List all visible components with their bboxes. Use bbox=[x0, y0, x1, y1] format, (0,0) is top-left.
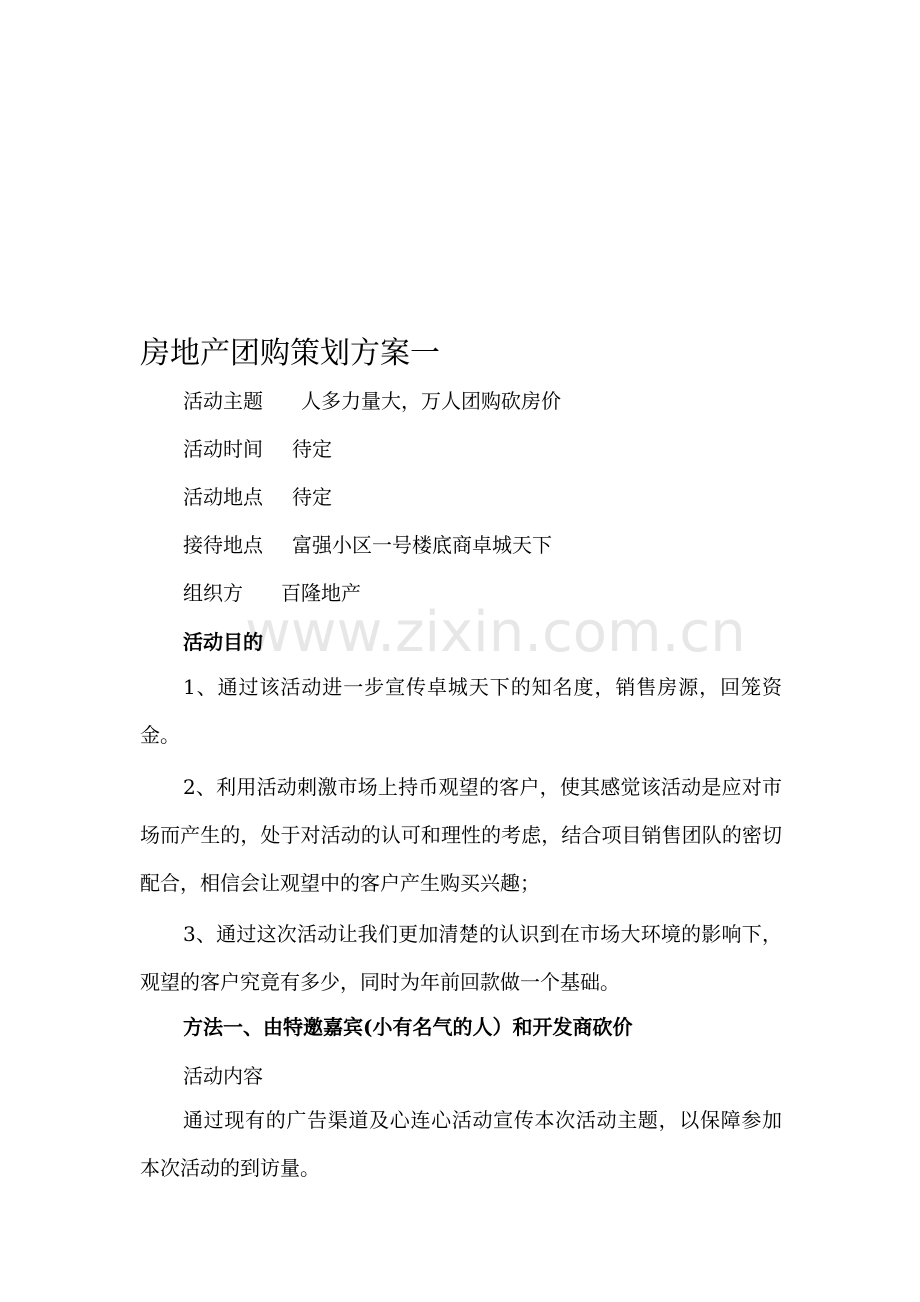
info-label: 组织方 bbox=[183, 581, 243, 605]
info-row-organizer bbox=[183, 579, 361, 607]
info-value: 待定 bbox=[292, 437, 332, 461]
purpose-item-2: 2、利用活动刺激市场上持币观望的客户，使其感觉该活动是应对市场而产生的，处于对活动的认可和理性的考虑，结合项目销售团队的密切配合，相信会让观望中的客户产生购买兴趣； bbox=[140, 775, 782, 895]
info-value: 人多力量大，万人团购砍房价 bbox=[301, 389, 561, 413]
info-row-reception bbox=[183, 531, 552, 559]
info-label: 活动地点 bbox=[183, 485, 263, 509]
purpose-heading: 活动目的 bbox=[183, 630, 263, 654]
info-row-time bbox=[183, 435, 332, 463]
info-value: 待定 bbox=[292, 485, 332, 509]
purpose-item-3: 3、通过这次活动让我们更加清楚的认识到在市场大环境的影响下，观望的客户究竟有多少，同时为年前回款做一个基础。 bbox=[140, 922, 782, 994]
watermark-text: www.zixin.com.cn bbox=[245, 600, 746, 665]
info-label: 活动主题 bbox=[183, 389, 263, 413]
info-row-theme bbox=[183, 387, 561, 415]
content-label: 活动内容 bbox=[183, 1064, 263, 1088]
info-label: 接待地点 bbox=[183, 533, 263, 557]
info-value: 富强小区一号楼底商卓城天下 bbox=[292, 533, 552, 557]
content-paragraph: 通过现有的广告渠道及心连心活动宣传本次活动主题，以保障参加本次活动的到访量。 bbox=[140, 1108, 782, 1180]
method-heading: 方法一、由特邀嘉宾(小有名气的人）和开发商砍价 bbox=[183, 1015, 633, 1039]
document-title: 房地产团购策划方案一 bbox=[140, 336, 440, 371]
info-label: 活动时间 bbox=[183, 437, 263, 461]
purpose-item-1: 1、通过该活动进一步宣传卓城天下的知名度，销售房源，回笼资金。 bbox=[140, 675, 782, 747]
info-value: 百隆地产 bbox=[281, 581, 361, 605]
info-row-venue bbox=[183, 483, 332, 511]
